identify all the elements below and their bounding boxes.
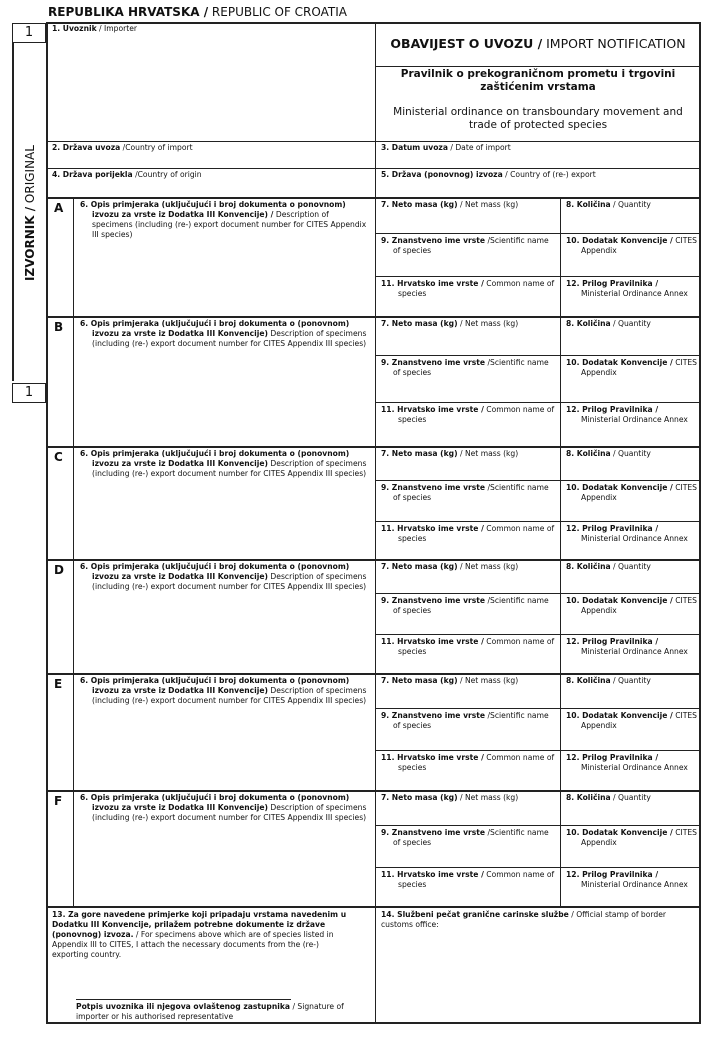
country-export-label: 5. Država (ponovnog) izvoza [381,170,503,179]
net-mass-label-en: / Net mass (kg) [457,319,519,328]
cites-appendix-field[interactable] [566,236,698,256]
net-mass-field[interactable] [381,200,559,210]
quantity-label-en: / Quantity [610,319,651,328]
section-row-divider [375,867,700,868]
scientific-name-label-en: /Scientific name of species [393,828,549,847]
customs-stamp-hr: 14. Službeni pečat granične carinske službe [381,910,569,919]
cites-appendix-label-en: CITES Appendix [581,483,697,502]
country-export-label-en: / Country of (re-) export [502,170,596,179]
common-name-label-en: Common name of species [398,753,555,772]
net-mass-field[interactable] [381,449,559,459]
section-row-divider [375,634,700,635]
country-origin-field[interactable] [52,170,372,180]
cites-appendix-label-en: CITES Appendix [581,596,697,615]
net-mass-label-en: / Net mass (kg) [457,676,519,685]
scientific-name-label: 9. Znanstveno ime vrste [381,596,486,605]
specimen-description-field[interactable] [80,793,370,823]
common-name-label: 11. Hrvatsko ime vrste / [381,753,484,762]
common-name-field[interactable] [381,637,557,657]
section-right-divider [560,790,561,906]
section-right-divider [560,559,561,673]
signature-line[interactable] [76,999,291,1000]
section-mid-divider [375,559,376,673]
ordinance-annex-label-en: Ministerial Ordinance Annex [581,289,688,298]
quantity-label: 8. Količina [566,200,611,209]
net-mass-label: 7. Neto masa (kg) [381,676,458,685]
description-label-en: Description of specimens (including (re-) export document number for CITES Appendix III species) [92,329,367,348]
row-divider-4 [47,168,700,169]
copy-label-en: ORIGINAL [23,145,37,204]
quantity-label-en: / Quantity [610,449,651,458]
copy-label [23,138,39,288]
common-name-label-en: Common name of species [398,524,555,543]
section-top-border [47,316,700,318]
section-right-divider [560,446,561,559]
common-name-label-en: Common name of species [398,279,555,298]
country-origin-label: 4. Država porijekla [52,170,133,179]
ordinance-annex-field[interactable] [566,405,698,425]
title-divider [375,66,700,67]
section-letter-divider [73,316,74,446]
section-mid-divider [375,673,376,790]
net-mass-label-en: / Net mass (kg) [457,200,519,209]
ordinance-annex-label: 12. Prilog Pravilnika / [566,753,659,762]
section-letter: B [54,320,64,334]
common-name-label: 11. Hrvatsko ime vrste / [381,279,484,288]
form-title [376,36,700,51]
cites-appendix-label-en: CITES Appendix [581,711,697,730]
section-mid-divider [375,197,376,316]
quantity-field[interactable] [566,562,698,572]
copy-number-bottom: 1 [12,383,46,403]
cites-appendix-label-en: CITES Appendix [581,236,697,255]
common-name-field[interactable] [381,753,557,773]
ordinance-hr: Pravilnik o prekograničnom prometu i trgovini zaštićenim vrstama [400,68,676,93]
signature-caption [76,1002,366,1022]
description-label-en: Description of specimens (including (re-) export document number for CITES Appendix III species) [92,572,367,591]
net-mass-label: 7. Neto masa (kg) [381,793,458,802]
ordinance-annex-label: 12. Prilog Pravilnika / [566,405,659,414]
net-mass-label-en: / Net mass (kg) [457,793,519,802]
cites-appendix-label: 10. Dodatak Konvencije / [566,236,673,245]
customs-stamp-en: / Official stamp of border customs office: [381,910,666,929]
ordinance-annex-label-en: Ministerial Ordinance Annex [581,647,688,656]
quantity-label: 8. Količina [566,676,611,685]
cites-appendix-field[interactable] [566,828,698,848]
scientific-name-label-en: /Scientific name of species [393,483,549,502]
net-mass-label-en: / Net mass (kg) [457,562,519,571]
section-letter-divider [73,790,74,906]
net-mass-label: 7. Neto masa (kg) [381,562,458,571]
section-mid-divider [375,446,376,559]
ordinance-annex-field[interactable] [566,753,698,773]
scientific-name-label: 9. Znanstveno ime vrste [381,358,486,367]
section-mid-divider [375,316,376,446]
quantity-field[interactable] [566,449,698,459]
section-right-divider [560,197,561,316]
country-name-hr: REPUBLIKA HRVATSKA / [48,5,209,19]
section-letter: A [54,201,64,215]
description-label: 6. Opis primjeraka (uključujući i broj dokumenta o ponovnom) izvozu za vrste iz Dodatka III Konvencije) / [80,200,346,219]
common-name-label: 11. Hrvatsko ime vrste / [381,870,484,879]
cites-appendix-label-en: CITES Appendix [581,358,697,377]
section-row-divider [375,521,700,522]
common-name-label: 11. Hrvatsko ime vrste / [381,405,484,414]
signature-caption-en: / Signature of importer or his authorised representative [76,1002,344,1021]
quantity-field[interactable] [566,319,698,329]
section-row-divider [375,402,700,403]
quantity-label-en: / Quantity [610,676,651,685]
common-name-field[interactable] [381,279,557,299]
scientific-name-field[interactable] [381,711,557,731]
specimen-description-field[interactable] [80,319,370,349]
cites-appendix-field[interactable] [566,358,698,378]
scientific-name-field[interactable] [381,483,557,503]
description-label-en: Description of specimens (including (re-) export document number for CITES Appendix III species) [92,803,367,822]
net-mass-label: 7. Neto masa (kg) [381,449,458,458]
description-label: 6. Opis primjeraka (uključujući i broj dokumenta o (ponovnom) izvozu za vrste iz Dodatka III Konvencije) [80,562,350,581]
section-top-border [47,559,700,561]
section-letter-divider [73,446,74,559]
description-label-en: Description of specimens (including (re-) export document number for CITES Appendix III species) [92,459,367,478]
quantity-label-en: / Quantity [610,200,651,209]
quantity-field[interactable] [566,200,698,210]
specimen-description-field[interactable] [80,562,370,592]
section-letter-divider [73,559,74,673]
ordinance-annex-field[interactable] [566,637,698,657]
scientific-name-label-en: /Scientific name of species [393,358,549,377]
cites-appendix-label: 10. Dodatak Konvencije / [566,358,673,367]
common-name-label-en: Common name of species [398,870,555,889]
section-row-divider [375,233,700,234]
title-hr: OBAVIJEST O UVOZU / [390,36,543,51]
scientific-name-field[interactable] [381,358,557,378]
date-import-field[interactable] [381,143,696,153]
description-label: 6. Opis primjeraka (uključujući i broj dokumenta o (ponovnom) izvozu za vrste iz Dodatka III Konvencije) [80,319,350,338]
copy-number-top: 1 [12,23,46,43]
net-mass-label: 7. Neto masa (kg) [381,200,458,209]
section-mid-divider [375,790,376,906]
date-import-label: 3. Datum uvoza [381,143,448,152]
section-top-border [47,197,700,199]
net-mass-field[interactable] [381,676,559,686]
country-export-field[interactable] [381,170,696,180]
specimen-description-field[interactable] [80,200,370,240]
cites-appendix-label-en: CITES Appendix [581,828,697,847]
cites-appendix-label: 10. Dodatak Konvencije / [566,596,673,605]
ordinance-annex-label: 12. Prilog Pravilnika / [566,637,659,646]
net-mass-field[interactable] [381,319,559,329]
section-letter: D [54,563,64,577]
description-label-en: Description of specimens (including (re-) export document number for CITES Appendix III species) [92,686,367,705]
row-divider-2 [47,141,700,142]
country-import-field[interactable] [52,143,372,153]
scientific-name-label-en: /Scientific name of species [393,711,549,730]
net-mass-label-en: / Net mass (kg) [457,449,519,458]
quantity-label: 8. Količina [566,562,611,571]
section-row-divider [375,708,700,709]
ordinance-annex-label-en: Ministerial Ordinance Annex [581,763,688,772]
scientific-name-label: 9. Znanstveno ime vrste [381,236,486,245]
scientific-name-label: 9. Znanstveno ime vrste [381,828,486,837]
cites-appendix-label: 10. Dodatak Konvencije / [566,711,673,720]
common-name-label: 11. Hrvatsko ime vrste / [381,524,484,533]
cites-appendix-field[interactable] [566,483,698,503]
description-label: 6. Opis primjeraka (uključujući i broj dokumenta o (ponovnom) izvozu za vrste iz Dodatka III Konvencije) [80,449,350,468]
quantity-label-en: / Quantity [610,793,651,802]
scientific-name-field[interactable] [381,828,557,848]
section-letter: F [54,794,63,808]
declaration-field [52,910,357,960]
specimen-description-field[interactable] [80,449,370,479]
ordinance-annex-field[interactable] [566,524,698,544]
ordinance-annex-field[interactable] [566,279,698,299]
cites-appendix-field[interactable] [566,596,698,616]
scientific-name-field[interactable] [381,236,557,256]
ordinance-annex-label: 12. Prilog Pravilnika / [566,524,659,533]
description-label: 6. Opis primjeraka (uključujući i broj dokumenta o (ponovnom) izvozu za vrste iz Dodatka III Konvencije) [80,793,350,812]
date-import-label-en: / Date of import [447,143,511,152]
declaration-en: / For specimens above which are of species listed in Appendix III to CITES, I attach the necessary documents from the (re-) exporting country. [52,930,334,959]
title-en: IMPORT NOTIFICATION [542,36,686,51]
section-right-divider [560,673,561,790]
section-row-divider [375,480,700,481]
description-label-en: Description of specimens (including (re-) export document number for CITES Appendix III species) [92,210,367,239]
ordinance-annex-field[interactable] [566,870,698,890]
signature-caption-hr: Potpis uvoznika ili njegova ovlaštenog zastupnika [76,1002,291,1011]
scientific-name-label-en: /Scientific name of species [393,236,549,255]
scientific-name-label: 9. Znanstveno ime vrste [381,483,486,492]
ordinance-annex-label-en: Ministerial Ordinance Annex [581,534,688,543]
section-letter: E [54,677,63,691]
section-row-divider [375,593,700,594]
section-letter-divider [73,673,74,790]
section-row-divider [375,825,700,826]
country-header [48,5,347,19]
section-letter-divider [73,197,74,316]
section-row-divider [375,276,700,277]
ordinance-annex-label: 12. Prilog Pravilnika / [566,870,659,879]
declaration-hr: 13. Za gore navedene primjerke koji pripadaju vrstama navedenim u Dodatku III Konvencije, prilažem potrebne dokumente iz države (ponovnog) izvoza. [52,910,347,939]
importer-label: 1. Uvoznik [52,24,97,33]
country-name-en: REPUBLIC OF CROATIA [211,5,347,19]
quantity-field[interactable] [566,676,698,686]
importer-field[interactable] [52,24,372,34]
scientific-name-field[interactable] [381,596,557,616]
scientific-name-label-en: /Scientific name of species [393,596,549,615]
ordinance-annex-label-en: Ministerial Ordinance Annex [581,880,688,889]
footer-vdivider [375,907,376,1023]
common-name-field[interactable] [381,870,557,890]
quantity-label: 8. Količina [566,319,611,328]
section-right-divider [560,316,561,446]
importer-label-en: / Importer [96,24,138,33]
cites-appendix-label: 10. Dodatak Konvencije / [566,483,673,492]
net-mass-field[interactable] [381,793,559,803]
country-origin-label-en: /Country of origin [132,170,202,179]
quantity-label: 8. Količina [566,793,611,802]
section-row-divider [375,355,700,356]
description-label: 6. Opis primjeraka (uključujući i broj dokumenta o (ponovnom) izvozu za vrste iz Dodatka III Konvencije) [80,676,350,695]
net-mass-field[interactable] [381,562,559,572]
quantity-field[interactable] [566,793,698,803]
quantity-label-en: / Quantity [610,562,651,571]
ordinance-annex-label: 12. Prilog Pravilnika / [566,279,659,288]
scientific-name-label: 9. Znanstveno ime vrste [381,711,486,720]
ordinance-annex-label-en: Ministerial Ordinance Annex [581,415,688,424]
common-name-label-en: Common name of species [398,637,555,656]
common-name-label: 11. Hrvatsko ime vrste / [381,637,484,646]
ordinance-en: Ministerial ordinance on transboundary movement and trade of protected species [393,106,683,131]
footer-divider [47,906,700,908]
common-name-field[interactable] [381,405,557,425]
cites-appendix-field[interactable] [566,711,698,731]
country-import-label-en: /Country of import [120,143,193,152]
section-row-divider [375,750,700,751]
customs-stamp-field[interactable] [381,910,686,930]
specimen-description-field[interactable] [80,676,370,706]
section-top-border [47,790,700,792]
section-top-border [47,673,700,675]
common-name-label-en: Common name of species [398,405,555,424]
quantity-label: 8. Količina [566,449,611,458]
common-name-field[interactable] [381,524,557,544]
section-top-border [47,446,700,448]
section-letter: C [54,450,63,464]
copy-label-hr: IZVORNIK / [23,206,37,281]
country-import-label: 2. Država uvoza [52,143,121,152]
cites-appendix-label: 10. Dodatak Konvencije / [566,828,673,837]
net-mass-label: 7. Neto masa (kg) [381,319,458,328]
